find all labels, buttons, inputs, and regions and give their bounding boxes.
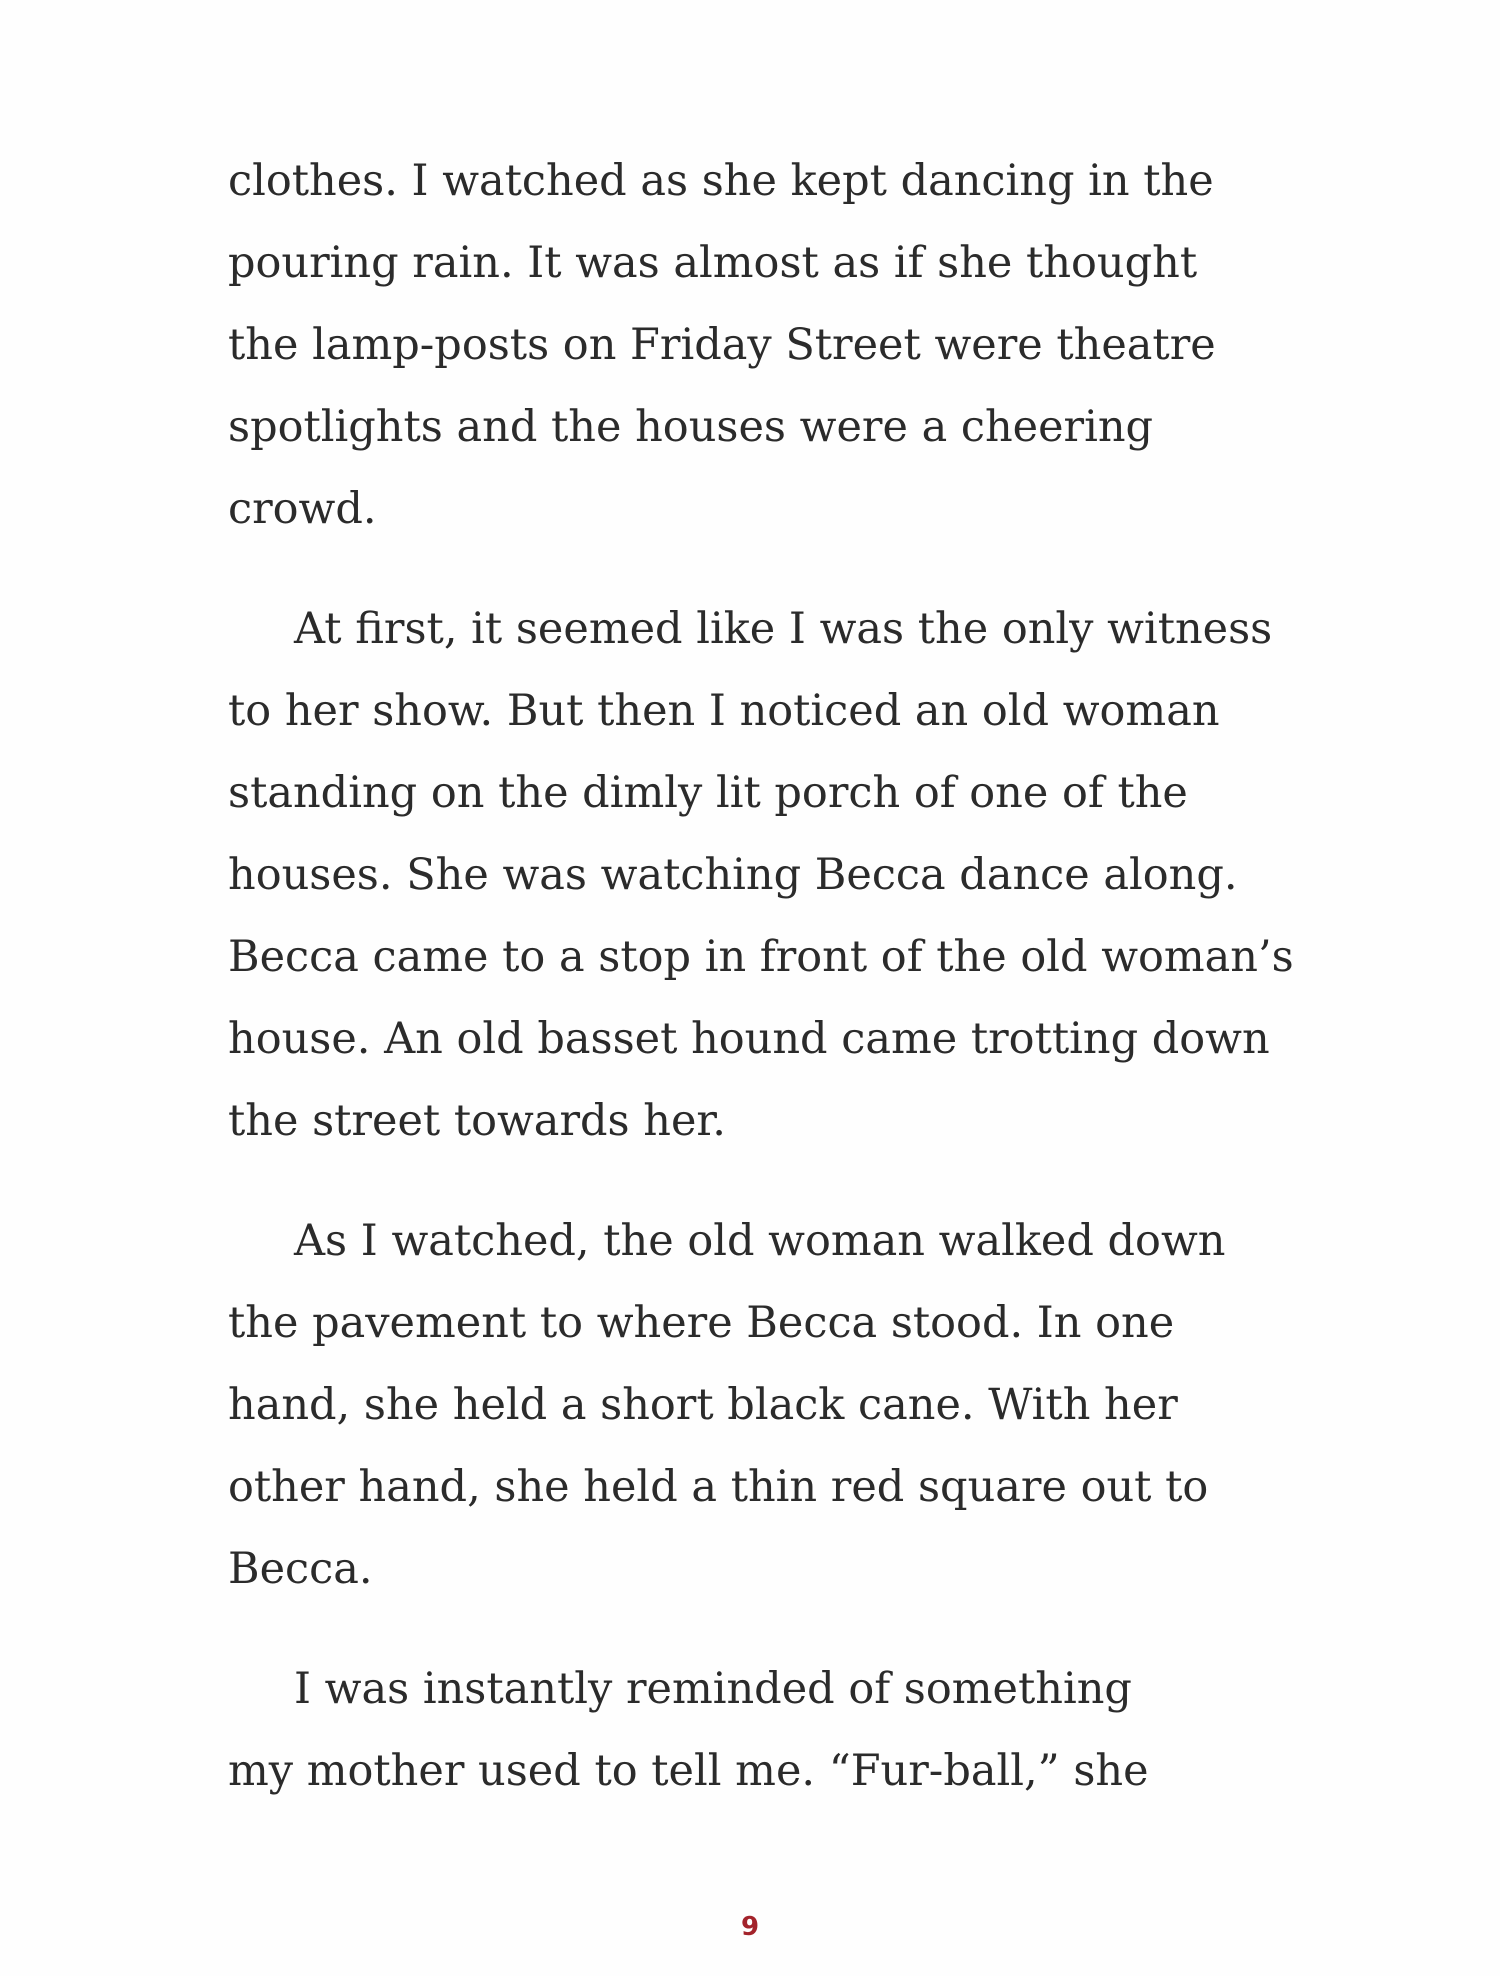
- body-text: [228, 140, 1348, 1812]
- text-line: my mother used to tell me. “Fur-ball,” she: [228, 1746, 1149, 1796]
- text-line: Becca came to a stop in front of the old woman’s: [228, 932, 1294, 982]
- text-line: clothes. I watched as she kept dancing in the: [228, 156, 1214, 206]
- paragraph-4: [228, 1648, 1348, 1812]
- text-line: I was instantly reminded of something: [294, 1664, 1132, 1714]
- text-line: to her show. But then I noticed an old woman: [228, 686, 1220, 736]
- page-number: 9: [740, 1912, 760, 1942]
- paragraph-1: [228, 140, 1348, 550]
- text-line: crowd.: [228, 484, 377, 534]
- paragraph-3: [228, 1200, 1348, 1610]
- text-line: house. An old basset hound came trotting down: [228, 1014, 1270, 1064]
- text-line: spotlights and the houses were a cheering: [228, 402, 1154, 452]
- text-line: other hand, she held a thin red square out to: [228, 1462, 1209, 1512]
- text-line: At first, it seemed like I was the only witness: [294, 604, 1273, 654]
- text-line: the street towards her.: [228, 1096, 726, 1146]
- text-line: standing on the dimly lit porch of one of the: [228, 768, 1188, 818]
- text-line: pouring rain. It was almost as if she thought: [228, 238, 1198, 288]
- paragraph-2: [228, 588, 1348, 1162]
- text-line: Becca.: [228, 1544, 373, 1594]
- text-line: As I watched, the old woman walked down: [294, 1216, 1226, 1266]
- text-line: houses. She was watching Becca dance along.: [228, 850, 1238, 900]
- text-line: the lamp-posts on Friday Street were theatre: [228, 320, 1216, 370]
- text-line: hand, she held a short black cane. With her: [228, 1380, 1178, 1430]
- text-line: the pavement to where Becca stood. In one: [228, 1298, 1175, 1348]
